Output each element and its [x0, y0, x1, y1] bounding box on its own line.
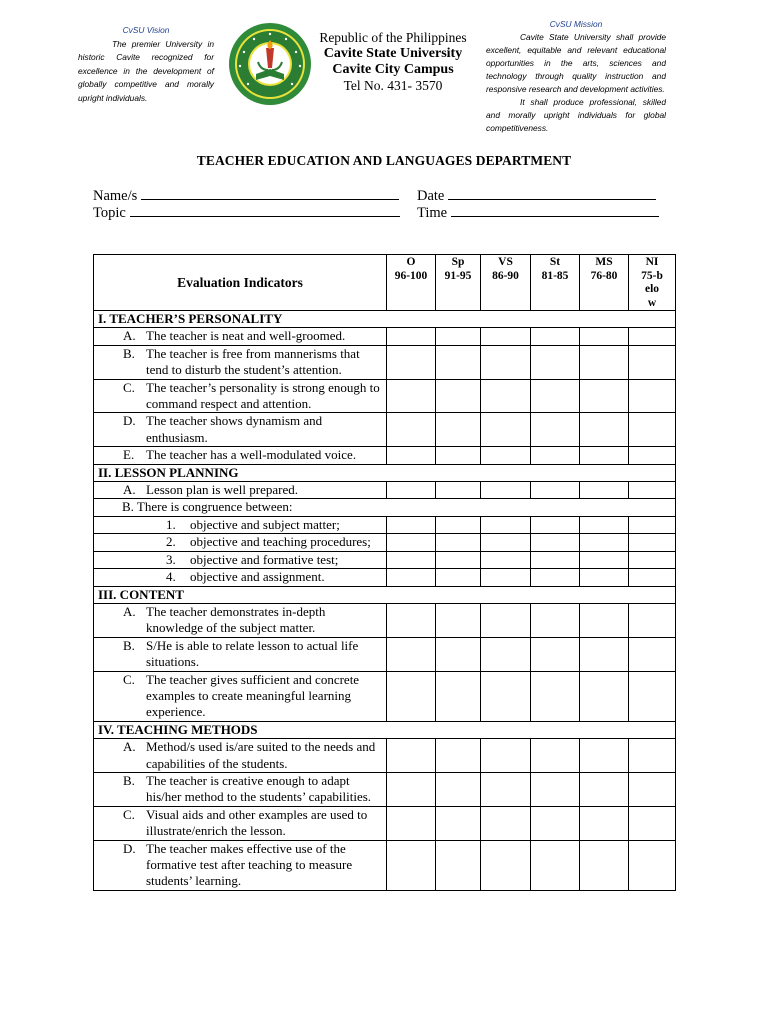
rating-range: 76-80 — [590, 269, 618, 282]
rating-cell[interactable] — [629, 637, 676, 671]
rating-code: Sp — [451, 256, 465, 268]
rating-cell[interactable] — [531, 447, 580, 464]
rating-cell[interactable] — [436, 534, 481, 551]
sub-indicator-text-cell — [94, 551, 387, 568]
rating-cell[interactable] — [629, 806, 676, 840]
rating-cell[interactable] — [387, 840, 436, 890]
sub-indicator-text: objective and subject matter; — [190, 516, 340, 532]
rating-code: VS — [498, 256, 513, 268]
rating-cell[interactable] — [580, 772, 629, 806]
indicator-text: The teacher shows dynamism and enthusiasm. — [146, 413, 323, 445]
rating-cell[interactable] — [387, 551, 436, 568]
rating-cell[interactable] — [629, 482, 676, 499]
sub-indicator-row — [94, 534, 676, 551]
sub-indicator-row — [94, 551, 676, 568]
rating-cell[interactable] — [580, 671, 629, 721]
seal-icon — [228, 22, 312, 106]
rating-cell[interactable] — [531, 739, 580, 773]
indicator-text-cell — [94, 806, 387, 840]
rating-cell[interactable] — [531, 551, 580, 568]
indicator-row — [94, 772, 676, 806]
institution-block — [314, 30, 472, 94]
indicator-letter: D. — [123, 413, 136, 429]
rating-column-header — [387, 255, 436, 311]
rating-cell[interactable] — [629, 345, 676, 379]
rating-cell[interactable] — [580, 328, 629, 345]
indicator-row — [94, 328, 676, 345]
rating-cell[interactable] — [481, 534, 531, 551]
indicator-text-cell — [94, 840, 387, 890]
sub-indicator-number: 2. — [166, 534, 176, 550]
indicator-text-cell — [94, 482, 387, 499]
vision-block — [78, 24, 214, 106]
rating-cell[interactable] — [531, 637, 580, 671]
sub-indicator-row — [94, 569, 676, 586]
rating-cell[interactable] — [436, 379, 481, 413]
rating-cell[interactable] — [481, 551, 531, 568]
rating-column-header — [580, 255, 629, 311]
section-row — [94, 721, 676, 738]
rating-cell[interactable] — [436, 328, 481, 345]
names-field[interactable] — [93, 187, 399, 205]
campus-name: Cavite City Campus — [332, 62, 454, 77]
rating-cell[interactable] — [580, 413, 629, 447]
indicator-letter: A. — [123, 739, 136, 755]
rating-cell[interactable] — [436, 345, 481, 379]
rating-cell[interactable] — [531, 840, 580, 890]
indicator-letter: E. — [123, 447, 135, 463]
rating-column-header — [436, 255, 481, 311]
indicator-row — [94, 413, 676, 447]
indicator-letter: C. — [123, 379, 135, 395]
indicator-text: The teacher makes effective use of the formative test after teaching to measure students’ learning. — [146, 840, 353, 889]
indicator-row — [94, 603, 676, 637]
indicator-text-cell — [94, 447, 387, 464]
indicator-letter: B. — [123, 345, 135, 361]
rating-cell[interactable] — [436, 516, 481, 533]
section-title: I. TEACHER’S PERSONALITY — [94, 311, 676, 328]
rating-cell[interactable] — [531, 413, 580, 447]
section-row — [94, 586, 676, 603]
rating-cell[interactable] — [436, 772, 481, 806]
indicator-text: Lesson plan is well prepared. — [146, 482, 298, 498]
sub-indicator-number: 4. — [166, 569, 176, 585]
indicator-letter: C. — [123, 806, 135, 822]
rating-cell[interactable] — [629, 534, 676, 551]
rating-cell[interactable] — [436, 603, 481, 637]
rating-cell[interactable] — [481, 671, 531, 721]
rating-cell[interactable] — [436, 569, 481, 586]
topic-line[interactable] — [130, 204, 400, 217]
rating-code: NI — [645, 256, 659, 268]
rating-cell[interactable] — [580, 637, 629, 671]
rating-cell[interactable] — [629, 379, 676, 413]
rating-cell[interactable] — [629, 772, 676, 806]
rating-cell[interactable] — [580, 569, 629, 586]
rating-cell[interactable] — [387, 637, 436, 671]
rating-cell[interactable] — [436, 671, 481, 721]
rating-cell[interactable] — [580, 551, 629, 568]
time-line[interactable] — [451, 204, 659, 217]
indicator-row — [94, 447, 676, 464]
indicator-letter: D. — [123, 840, 136, 856]
time-field[interactable] — [417, 204, 659, 222]
rating-column-header — [629, 255, 676, 311]
rating-cell[interactable] — [436, 413, 481, 447]
rating-cell[interactable] — [580, 379, 629, 413]
rating-cell[interactable] — [481, 413, 531, 447]
indicator-text: The teacher demonstrates in-depth knowledge of the subject matter. — [146, 603, 326, 636]
indicator-text: S/He is able to relate lesson to actual life situations. — [146, 637, 359, 670]
indicator-text-cell — [94, 671, 387, 721]
topic-field[interactable] — [93, 204, 400, 222]
rating-cell[interactable] — [629, 739, 676, 773]
evaluation-indicators-header: Evaluation Indicators — [94, 255, 387, 311]
rating-cell[interactable] — [436, 447, 481, 464]
subheading-row — [94, 499, 676, 516]
indicator-text-cell — [94, 413, 387, 447]
department-title: TEACHER EDUCATION AND LANGUAGES DEPARTMENT — [196, 153, 572, 168]
indicator-letter: C. — [123, 671, 135, 687]
rating-cell[interactable] — [481, 569, 531, 586]
indicator-text: Method/s used is/are suited to the needs and capabilities of the students. — [146, 739, 376, 771]
rating-cell[interactable] — [580, 603, 629, 637]
rating-cell[interactable] — [387, 328, 436, 345]
sub-indicator-text: objective and formative test; — [190, 551, 339, 567]
mission-text-1: Cavite State University shall provide excellent, equitable and relevant educational opportunities in the arts, sciences and technology through quality instruction and responsive research and development activities. — [486, 32, 666, 94]
indicator-row — [94, 379, 676, 413]
rating-cell[interactable] — [387, 671, 436, 721]
indicator-row — [94, 345, 676, 379]
rating-cell[interactable] — [481, 840, 531, 890]
rating-cell[interactable] — [580, 840, 629, 890]
rating-cell[interactable] — [580, 739, 629, 773]
rating-cell[interactable] — [580, 447, 629, 464]
rating-cell[interactable] — [436, 806, 481, 840]
university-name: Cavite State University — [323, 46, 463, 61]
sub-indicator-text: objective and teaching procedures; — [190, 534, 371, 550]
topic-label: Topic — [93, 205, 126, 221]
rating-cell[interactable] — [531, 482, 580, 499]
indicator-letter: B. — [123, 637, 135, 653]
rating-cell[interactable] — [387, 772, 436, 806]
rating-cell[interactable] — [629, 328, 676, 345]
indicator-text-cell — [94, 603, 387, 637]
rating-cell[interactable] — [387, 739, 436, 773]
indicator-letter: A. — [123, 603, 136, 619]
indicator-letter: B. — [123, 772, 135, 788]
sub-indicator-text-cell — [94, 534, 387, 551]
section-title: III. CONTENT — [94, 586, 676, 603]
rating-column-header — [481, 255, 531, 311]
rating-cell[interactable] — [436, 482, 481, 499]
rating-cell[interactable] — [387, 482, 436, 499]
rating-range: 75-below — [641, 269, 663, 309]
rating-cell[interactable] — [629, 569, 676, 586]
date-label: Date — [417, 188, 445, 204]
rating-cell[interactable] — [531, 328, 580, 345]
rating-cell[interactable] — [629, 447, 676, 464]
rating-code: MS — [595, 256, 613, 268]
rating-cell[interactable] — [481, 482, 531, 499]
rating-cell[interactable] — [531, 516, 580, 533]
rating-cell[interactable] — [387, 447, 436, 464]
rating-range: 91-95 — [444, 269, 472, 282]
rating-cell[interactable] — [481, 806, 531, 840]
rating-cell[interactable] — [580, 516, 629, 533]
rating-cell[interactable] — [531, 534, 580, 551]
rating-cell[interactable] — [387, 516, 436, 533]
indicator-text-cell — [94, 739, 387, 773]
sub-indicator-row — [94, 516, 676, 533]
republic-line: Republic of the Philippines — [319, 30, 467, 45]
rating-cell[interactable] — [387, 603, 436, 637]
indicator-text: The teacher is free from mannerisms that tend to disturb the student’s attention. — [146, 345, 360, 378]
rating-cell[interactable] — [481, 603, 531, 637]
names-label: Name/s — [93, 188, 138, 204]
indicator-text-cell — [94, 637, 387, 671]
sub-indicator-text-cell — [94, 569, 387, 586]
rating-cell[interactable] — [531, 772, 580, 806]
indicator-text: The teacher’s personality is strong enough to command respect and attention. — [146, 379, 380, 412]
rating-cell[interactable] — [629, 413, 676, 447]
indicator-text: The teacher gives sufficient and concrete examples to create meaningful learning experience. — [146, 671, 360, 720]
mission-block — [486, 18, 666, 136]
table-header-row — [94, 255, 676, 311]
table-body — [94, 311, 676, 891]
indicator-text-cell — [94, 345, 387, 379]
indicator-text: The teacher has a well-modulated voice. — [146, 447, 357, 463]
rating-code: St — [549, 256, 561, 268]
rating-code: O — [406, 256, 416, 268]
sub-indicator-text-cell — [94, 516, 387, 533]
vision-text: The premier University in historic Cavite recognized for excellence in the development of globally competitive and morally upright individuals. — [78, 38, 214, 103]
rating-column-header — [531, 255, 580, 311]
indicator-letter: A. — [123, 482, 136, 498]
rating-cell[interactable] — [481, 637, 531, 671]
date-line[interactable] — [448, 187, 656, 200]
indicator-text-cell — [94, 379, 387, 413]
indicator-text: Visual aids and other examples are used to illustrate/enrich the lesson. — [146, 806, 368, 839]
sub-indicator-text: objective and assignment. — [190, 569, 325, 585]
mission-heading: CvSU Mission — [549, 19, 603, 29]
indicator-text: The teacher is creative enough to adapt his/her method to the students’ capabilities. — [146, 772, 372, 805]
indicator-text-cell — [94, 772, 387, 806]
rating-cell[interactable] — [629, 516, 676, 533]
indicator-row — [94, 840, 676, 890]
rating-cell[interactable] — [481, 739, 531, 773]
section-row — [94, 311, 676, 328]
indicator-text-cell — [94, 328, 387, 345]
rating-cell[interactable] — [436, 551, 481, 568]
rating-range: 81-85 — [541, 269, 569, 282]
rating-cell[interactable] — [629, 840, 676, 890]
rating-cell[interactable] — [531, 806, 580, 840]
indicator-row — [94, 739, 676, 773]
rating-cell[interactable] — [629, 671, 676, 721]
sub-indicator-number: 3. — [166, 551, 176, 567]
indicator-letter: A. — [123, 328, 136, 344]
rating-range: 86-90 — [492, 269, 519, 282]
rating-cell[interactable] — [580, 345, 629, 379]
rating-cell[interactable] — [481, 379, 531, 413]
rating-cell[interactable] — [629, 603, 676, 637]
rating-cell[interactable] — [481, 516, 531, 533]
rating-cell[interactable] — [531, 379, 580, 413]
rating-cell[interactable] — [481, 345, 531, 379]
rating-cell[interactable] — [436, 739, 481, 773]
rating-cell[interactable] — [481, 328, 531, 345]
rating-cell[interactable] — [387, 413, 436, 447]
rating-cell[interactable] — [629, 551, 676, 568]
rating-cell[interactable] — [531, 345, 580, 379]
rating-cell[interactable] — [531, 603, 580, 637]
indicator-row — [94, 671, 676, 721]
indicator-subheading: B. There is congruence between: — [94, 499, 676, 516]
rating-cell[interactable] — [387, 379, 436, 413]
indicator-row — [94, 806, 676, 840]
indicator-row — [94, 482, 676, 499]
telephone-line: Tel No. 431- 3570 — [343, 78, 443, 93]
rating-cell[interactable] — [436, 637, 481, 671]
rating-cell[interactable] — [387, 569, 436, 586]
rating-cell[interactable] — [387, 345, 436, 379]
rating-cell[interactable] — [580, 482, 629, 499]
section-row — [94, 464, 676, 481]
rating-cell[interactable] — [531, 569, 580, 586]
indicator-row — [94, 637, 676, 671]
evaluation-table — [93, 254, 676, 891]
names-line[interactable] — [141, 187, 399, 200]
mission-text-2: It shall produce professional, skilled and morally upright individuals for global competitiveness. — [486, 97, 666, 133]
rating-cell[interactable] — [387, 806, 436, 840]
indicator-text: The teacher is neat and well-groomed. — [146, 328, 346, 344]
sub-indicator-number: 1. — [166, 516, 176, 532]
rating-cell[interactable] — [481, 772, 531, 806]
rating-cell[interactable] — [580, 806, 629, 840]
rating-cell[interactable] — [580, 534, 629, 551]
vision-heading: CvSU Vision — [122, 25, 170, 35]
section-title: IV. TEACHING METHODS — [94, 721, 676, 738]
rating-cell[interactable] — [531, 671, 580, 721]
time-label: Time — [417, 205, 448, 221]
rating-range: 96-100 — [394, 269, 428, 282]
rating-cell[interactable] — [387, 534, 436, 551]
rating-cell[interactable] — [481, 447, 531, 464]
section-title: II. LESSON PLANNING — [94, 464, 676, 481]
university-seal-logo — [228, 22, 312, 106]
rating-cell[interactable] — [436, 840, 481, 890]
date-field[interactable] — [417, 187, 656, 205]
